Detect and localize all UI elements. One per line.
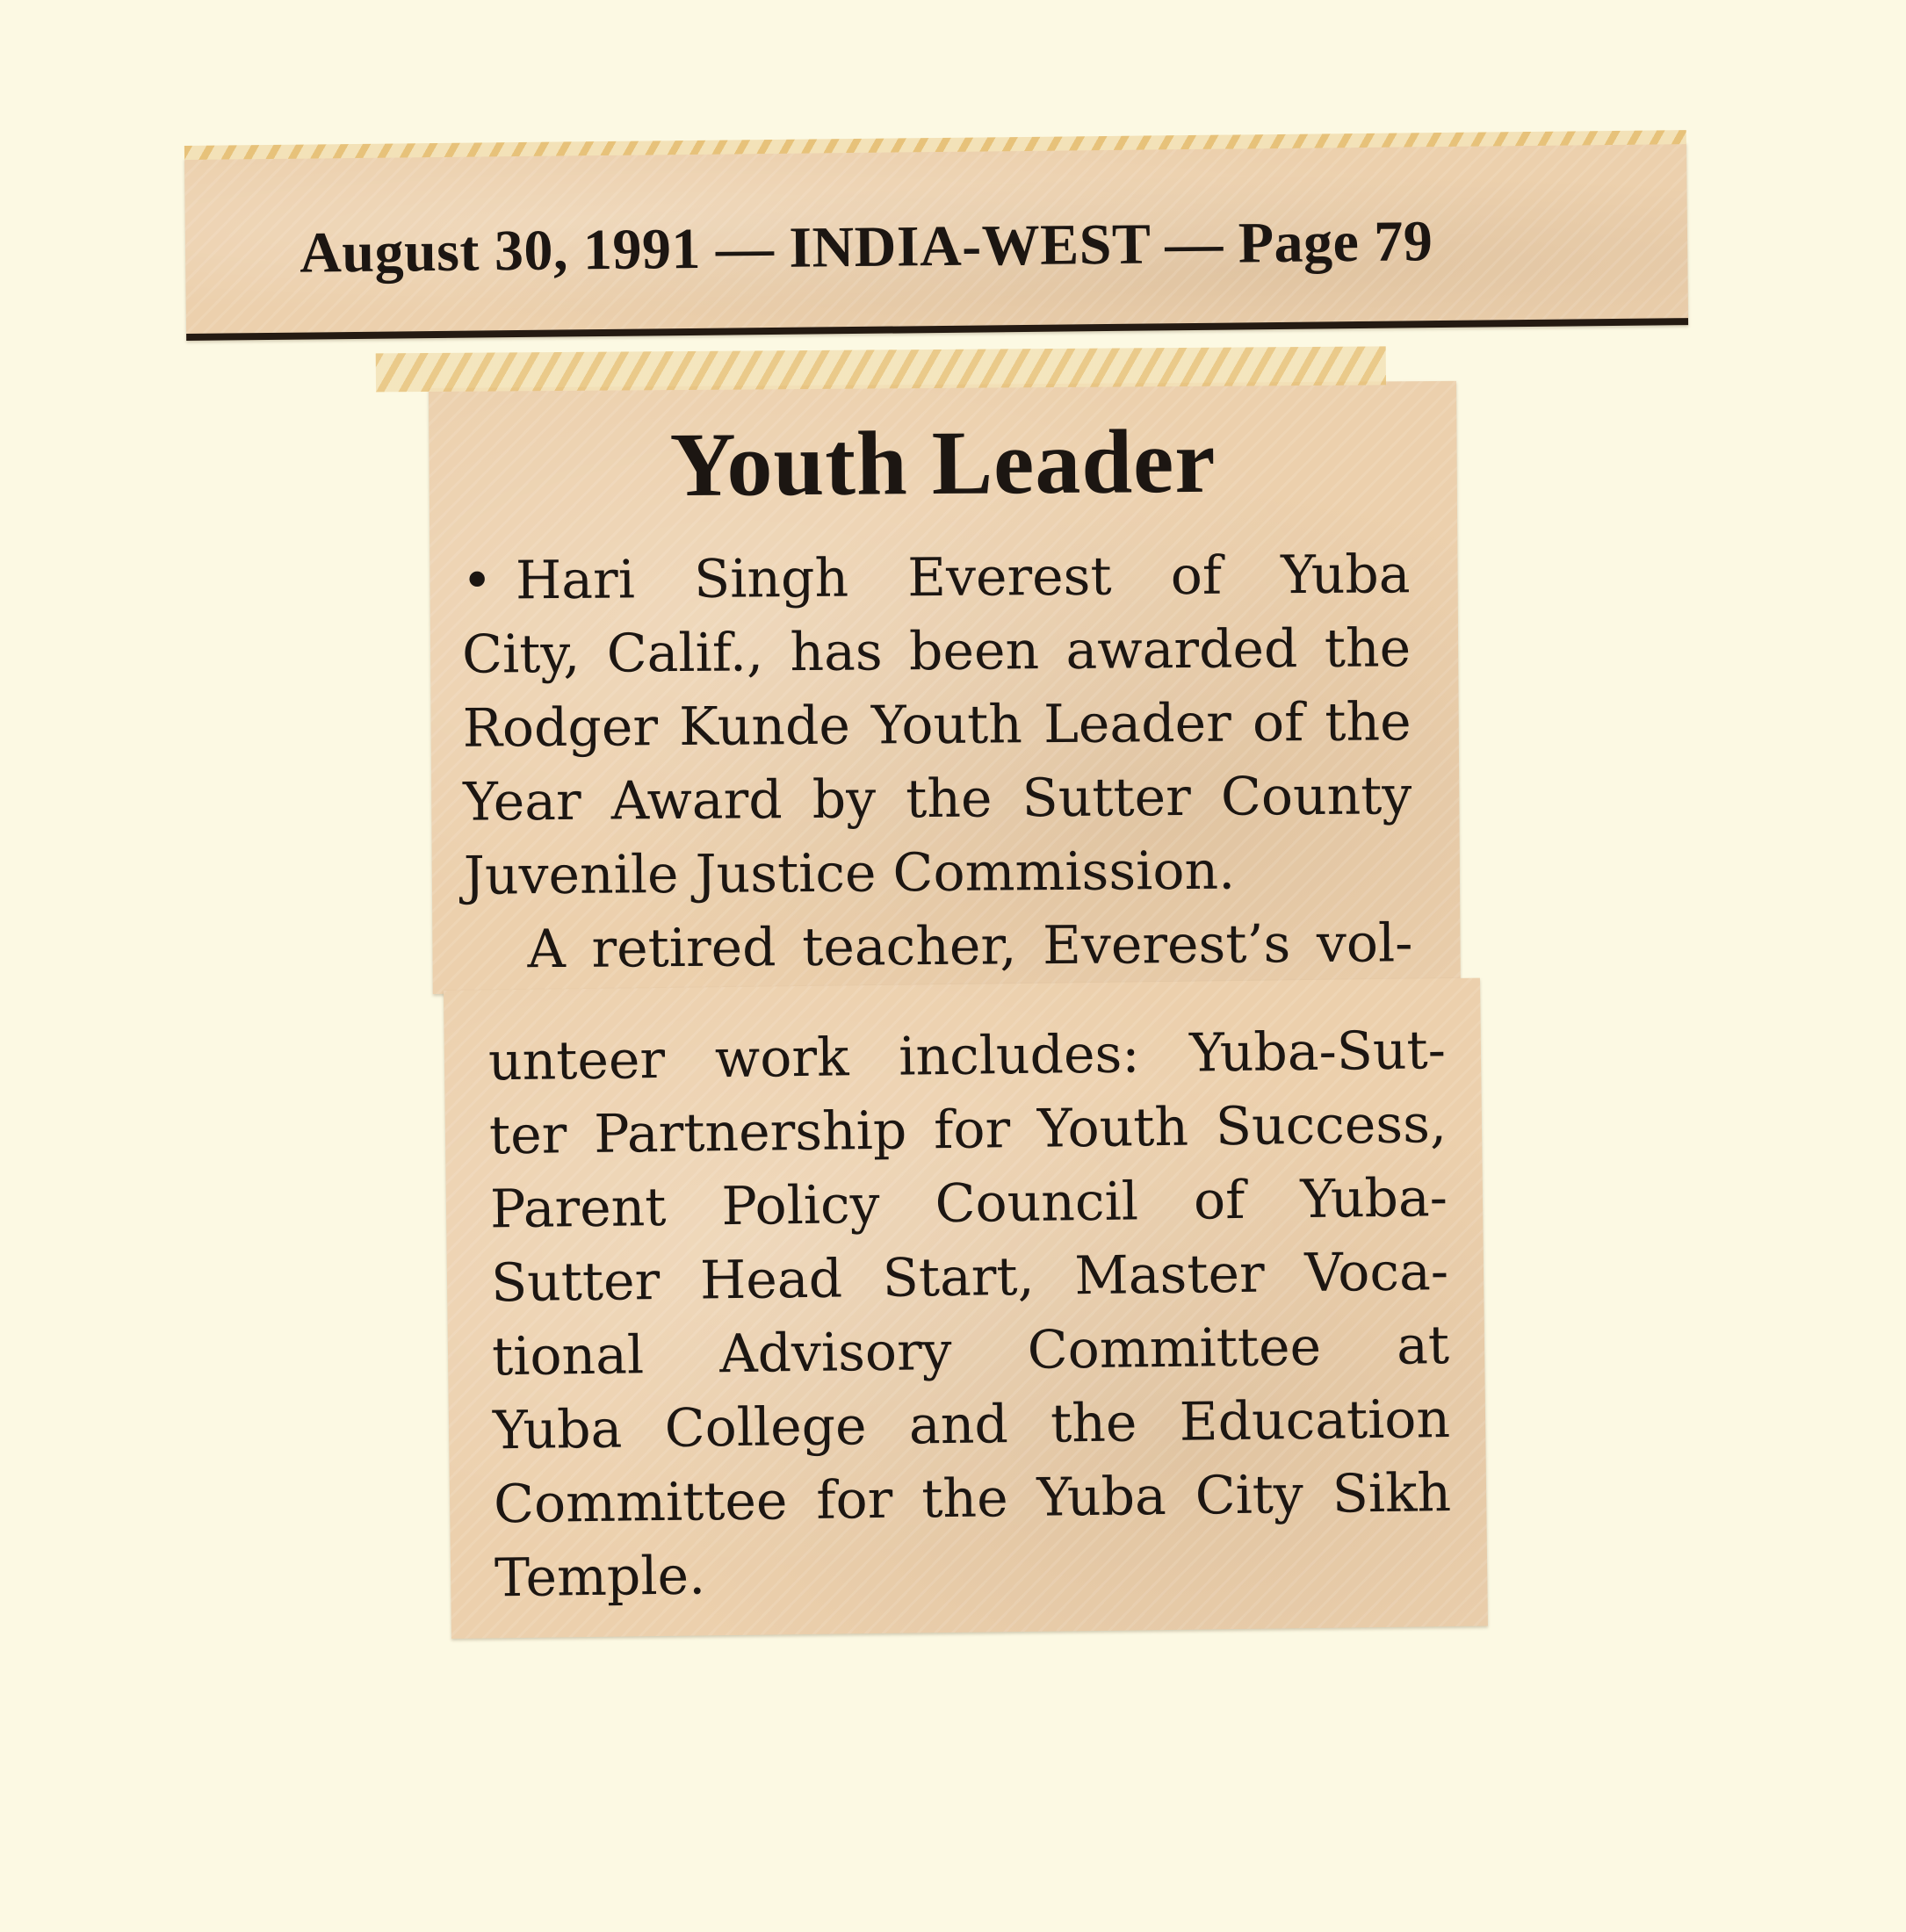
torn-edge (184, 130, 1686, 160)
article-line: Parent Policy Council of Yuba- (489, 1167, 1448, 1241)
article-line: tional Advisory Committee at (491, 1315, 1450, 1388)
article-paragraph-1 (461, 537, 1412, 987)
article-clipping-bottom (444, 978, 1488, 1639)
article-line: Year Award by the Sutter County (463, 765, 1412, 833)
masthead-dateline: August 30, 1991 — INDIA-WEST — Page 79 (299, 209, 1433, 285)
article-line: Juvenile Justice Commission. (463, 840, 1236, 907)
masthead-clipping (184, 142, 1688, 341)
article-paragraph-2 (487, 1013, 1452, 1615)
article-line: City, Calif., has been awarded the (461, 617, 1411, 686)
article-clipping-top (429, 381, 1461, 994)
article-line: Committee for the Yuba City Sikh (493, 1462, 1452, 1536)
article-headline: Youth Leader (669, 410, 1217, 516)
torn-edge (376, 346, 1386, 392)
article-line (461, 537, 1411, 618)
article-line: ter Partnership for Youth Success, (488, 1093, 1448, 1167)
article-line: Sutter Head Start, Master Voca- (490, 1241, 1449, 1315)
article-line: Temple. (494, 1545, 706, 1610)
article-line: Rodger Kunde Youth Leader of the (462, 691, 1411, 760)
article-line: Yuba College and the Education (492, 1388, 1451, 1462)
article-line: unteer work includes: Yuba-Sut- (487, 1020, 1447, 1093)
article-line-text: Hari Singh Everest of Yuba (515, 544, 1411, 612)
bullet: • (461, 550, 494, 612)
article-line: A retired teacher, Everest’s vol- (527, 912, 1413, 981)
